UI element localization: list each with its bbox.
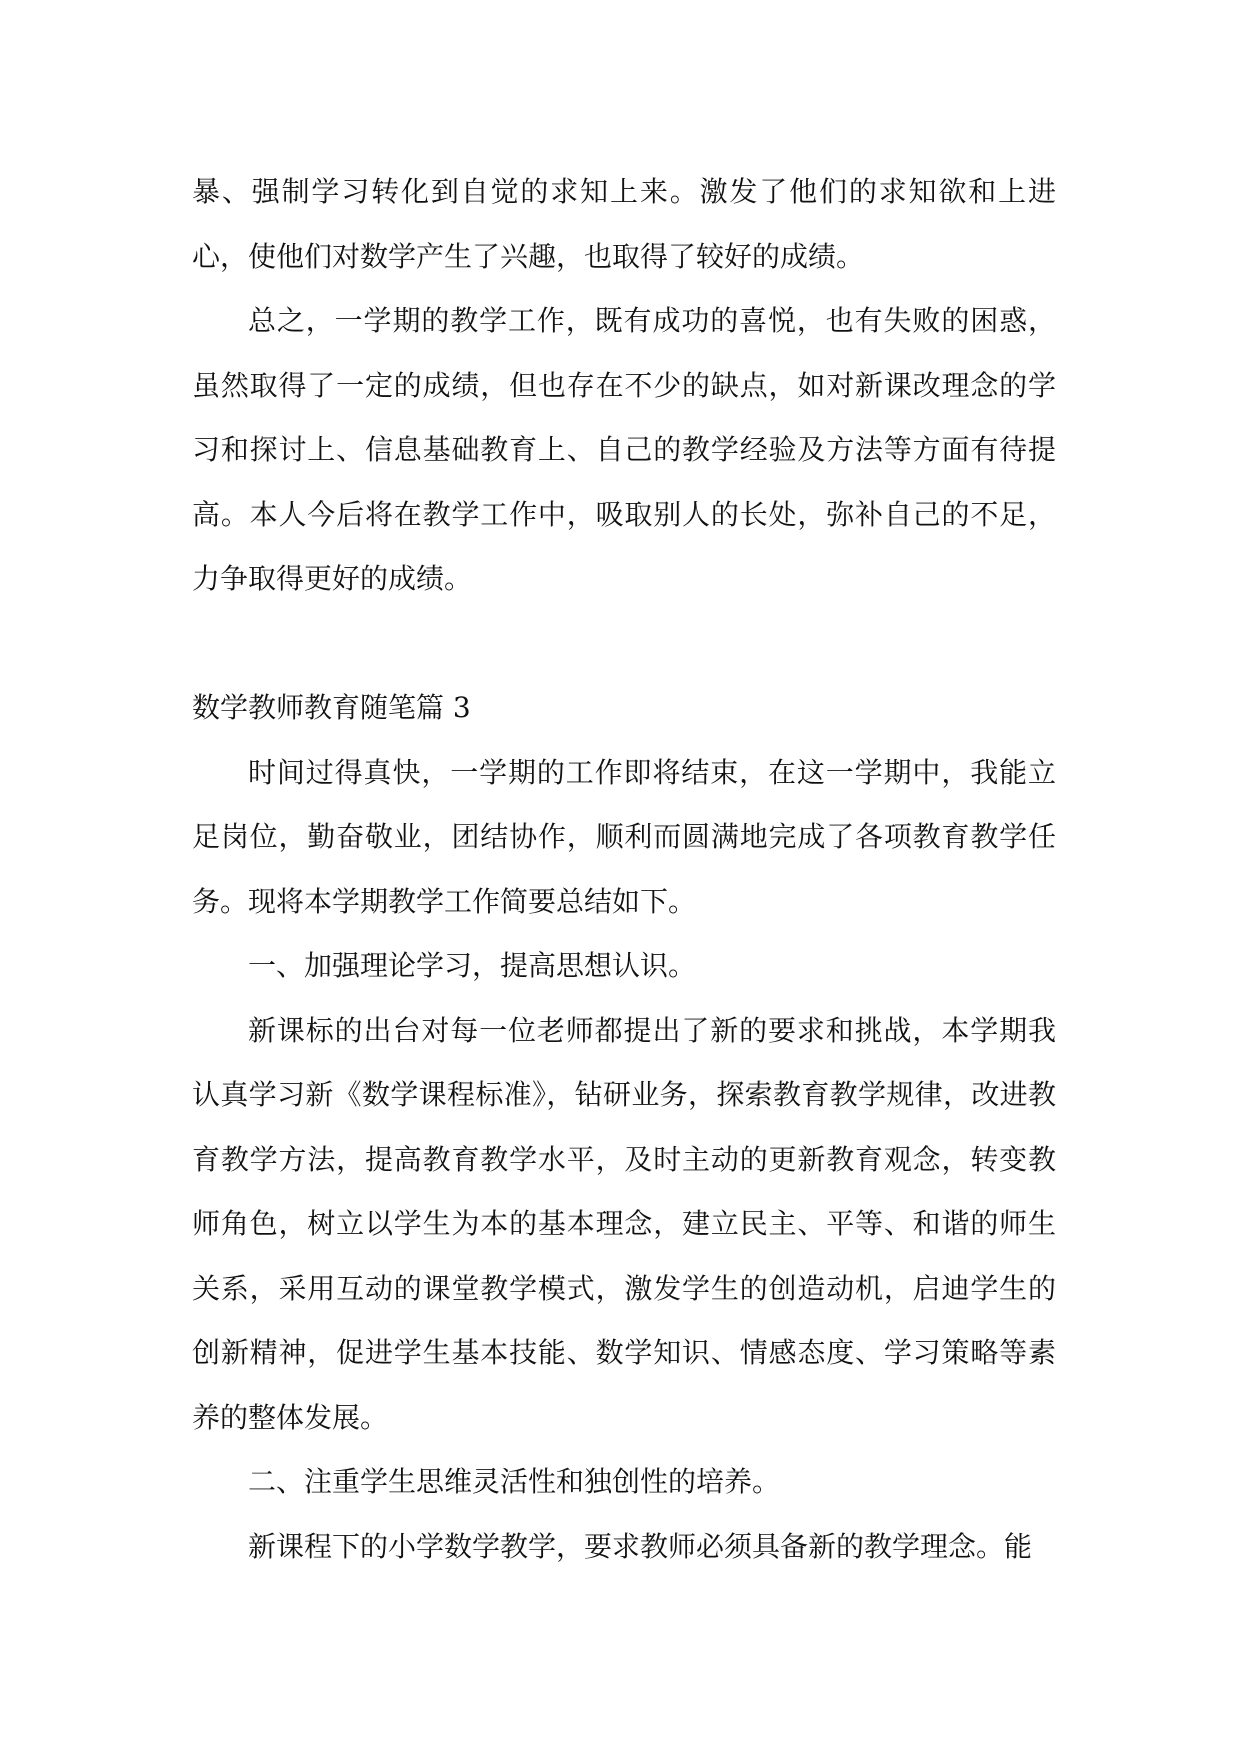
paragraph-point-two-body: 新课程下的小学数学教学，要求教师必须具备新的教学理念。能 — [248, 1529, 1033, 1563]
paragraph-point-one-body: 新课标的出台对每一位老师都提出了新的要求和挑战，本学期我认真学习新《数学课程标准》，钻研业务，探索教育教学规律，改进教育教学方法，提高教育教学水平，及时主动的更新教育观念，转变教师角色，树立以学生为本的基本理念，建立民主、平等、和谐的师生关系，采用互动的课堂教学模式，激发学生的创造动机，启迪学生的创新精神，促进学生基本技能、数学知识、情感态度、学习策略等素养的整体发展。 — [192, 1013, 1056, 1434]
paragraph-intro: 时间过得真快，一学期的工作即将结束，在这一学期中，我能立足岗位，勤奋敬业，团结协作，顺利而圆满地完成了各项教育教学任务。现将本学期教学工作简要总结如下。 — [192, 755, 1056, 918]
document-body — [192, 160, 1056, 1579]
paragraph-continuation: 暴、强制学习转化到自觉的求知上来。激发了他们的求知欲和上进心，使他们对数学产生了兴趣，也取得了较好的成绩。 — [192, 175, 1056, 273]
paragraph-point-two-heading: 二、注重学生思维灵活性和独创性的培养。 — [248, 1465, 781, 1498]
section-title: 数学教师教育随笔篇 3 — [192, 691, 471, 724]
paragraph-summary: 总之，一学期的教学工作，既有成功的喜悦，也有失败的困惑，虽然取得了一定的成绩，但也存在不少的缺点，如对新课改理念的学习和探讨上、信息基础教育上、自己的教学经验及方法等方面有待提高。本人今后将在教学工作中，吸取别人的长处，弥补自己的不足，力争取得更好的成绩。 — [192, 304, 1056, 595]
paragraph-point-one-heading: 一、加强理论学习，提高思想认识。 — [248, 949, 697, 982]
